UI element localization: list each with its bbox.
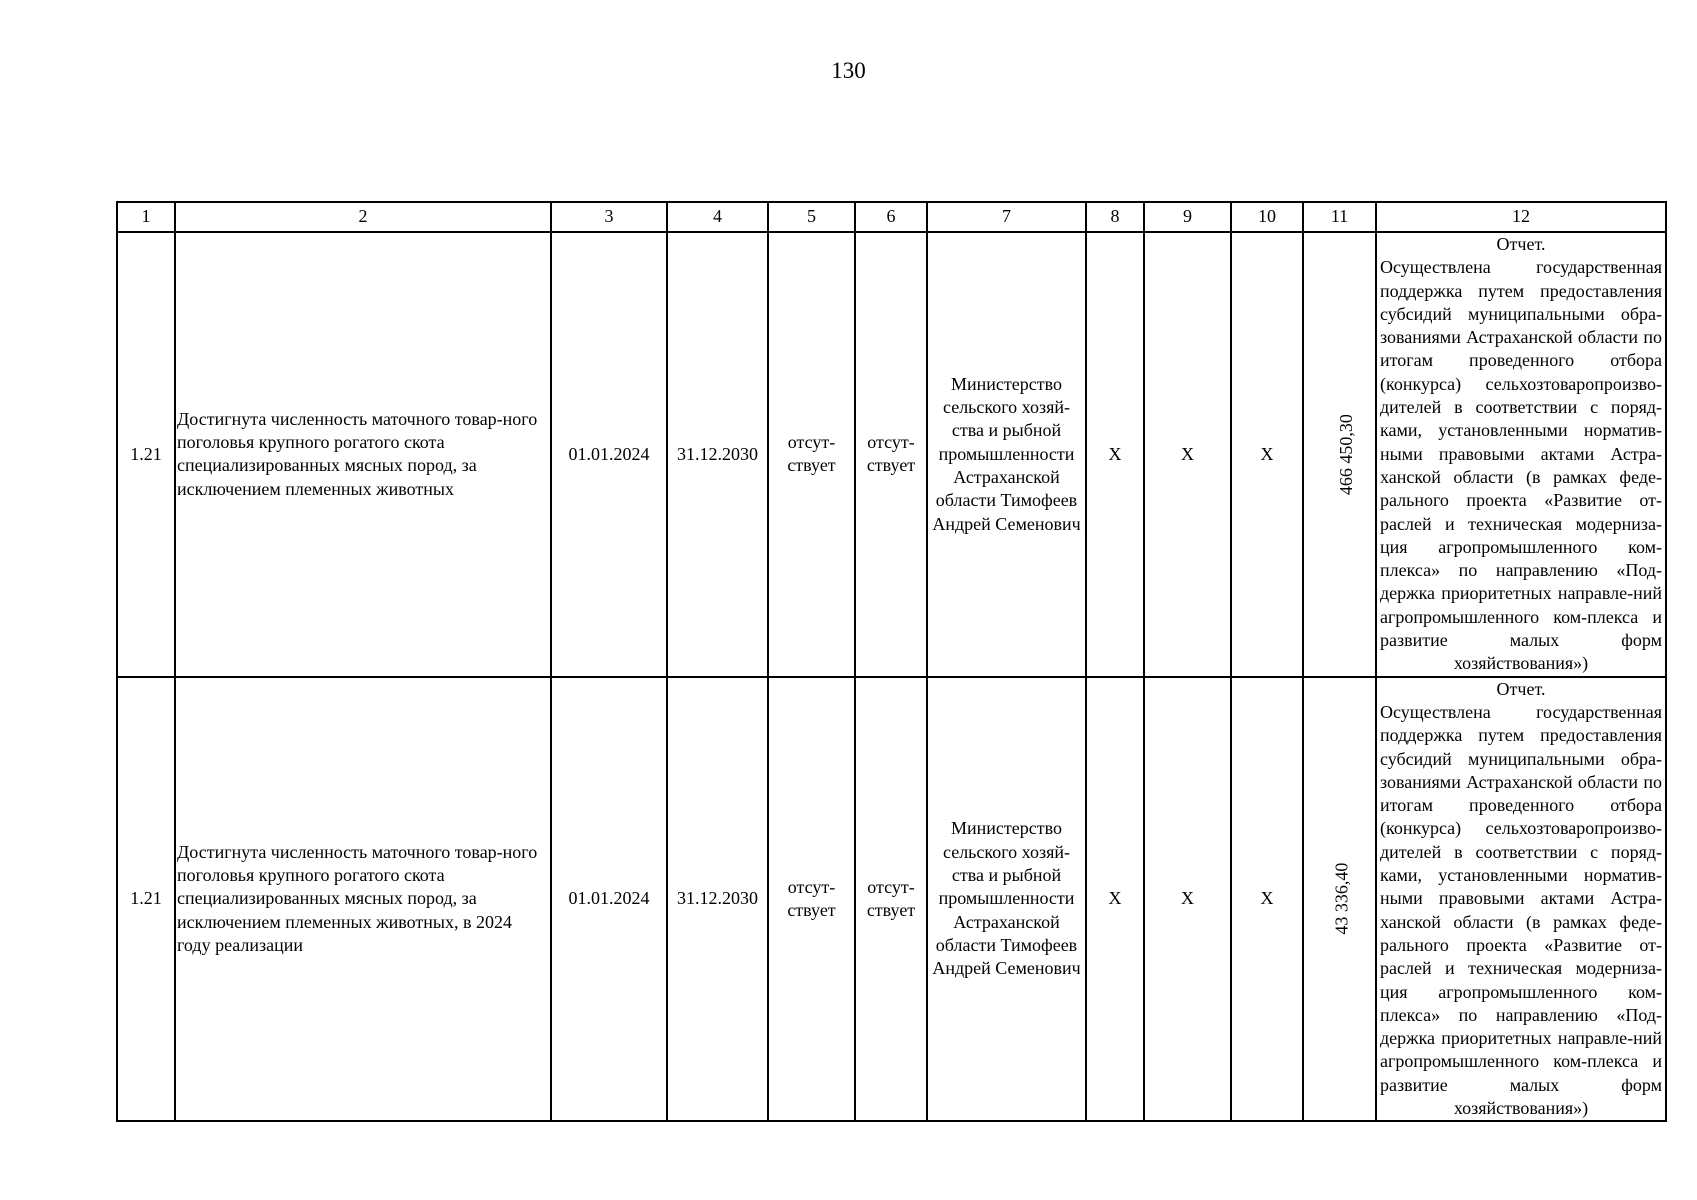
col6-value: отсут-ствует [855,677,927,1122]
col10-value: X [1231,677,1303,1122]
column-header: 2 [175,202,551,232]
col9-value: X [1144,677,1231,1122]
row-description: Достигнута численность маточного товар-ного поголовья крупного рогатого скота специализированных мясных пород, за исключением племенных животных, в 2024 году реализации [175,677,551,1122]
row-description: Достигнута численность маточного товар-ного поголовья крупного рогатого скота специализированных мясных пород, за исключением племенных животных [175,232,551,677]
col5-value: отсут-ствует [768,232,855,677]
row-number: 1.21 [117,677,175,1122]
column-header: 3 [551,202,667,232]
col8-value: X [1086,232,1144,677]
report-cell [1376,677,1666,1122]
start-date: 01.01.2024 [551,677,667,1122]
amount-value: 43 336,40 [1331,862,1352,935]
col10-value: X [1231,232,1303,677]
col5-value: отсут-ствует [768,677,855,1122]
report-text: Осуществлена государственная поддержка путем предоставления субсидий муниципальными обра-зованиями Астраханской области по итогам проведенного отбора (конкурса) сельхозтоваропроизво-дителей в соответствии с поряд-ками, установленными норматив-ными правовыми актами Астра-ханской области (в рамках феде-рального проекта «Развитие от-раслей и техническая модерниза-ция агропромышленного ком-плекса» по направлению «Под-держка приоритетных направле-ний агропромышленного ком-плекса и развитие малых форм хозяйствования») [1380,257,1662,674]
row-number: 1.21 [117,232,175,677]
amount-cell [1303,677,1376,1122]
amount-cell [1303,232,1376,677]
table-row [117,232,1666,677]
column-header: 5 [768,202,855,232]
report-table [116,201,1667,1122]
amount-value: 466 450,30 [1335,413,1356,495]
responsible-party: Министерство сельского хозяй-ства и рыбной промышленности Астраханской области Тимофеев Андрей Семенович [927,232,1086,677]
table-row [117,677,1666,1122]
col9-value: X [1144,232,1231,677]
header-row [117,202,1666,232]
column-header: 4 [667,202,768,232]
report-title: Отчет. [1496,678,1546,699]
end-date: 31.12.2030 [667,677,768,1122]
column-header: 1 [117,202,175,232]
col8-value: X [1086,677,1144,1122]
col6-value: отсут-ствует [855,232,927,677]
column-header: 8 [1086,202,1144,232]
report-title: Отчет. [1496,234,1546,254]
report-cell [1376,232,1666,677]
column-header: 6 [855,202,927,232]
column-header: 10 [1231,202,1303,232]
end-date: 31.12.2030 [667,232,768,677]
column-header: 11 [1303,202,1376,232]
column-header: 12 [1376,202,1666,232]
responsible-party: Министерство сельского хозяй-ства и рыбной промышленности Астраханской области Тимофеев Андрей Семенович [927,677,1086,1122]
report-text: Осуществлена государственная поддержка путем предоставления субсидий муниципальными обра-зованиями Астраханской области по итогам проведенного отбора (конкурса) сельхозтоваропроизво-дителей в соответствии с поряд-ками, установленными норматив-ными правовыми актами Астра-ханской области (в рамках феде-рального проекта «Развитие от-раслей и техническая модерниза-ция агропромышленного ком-плекса» по направлению «Под-держка приоритетных направле-ний агропромышленного ком-плекса и развитие малых форм хозяйствования») [1380,701,1662,1118]
page-number: 130 [831,58,866,83]
start-date: 01.01.2024 [551,232,667,677]
column-header: 7 [927,202,1086,232]
column-header: 9 [1144,202,1231,232]
